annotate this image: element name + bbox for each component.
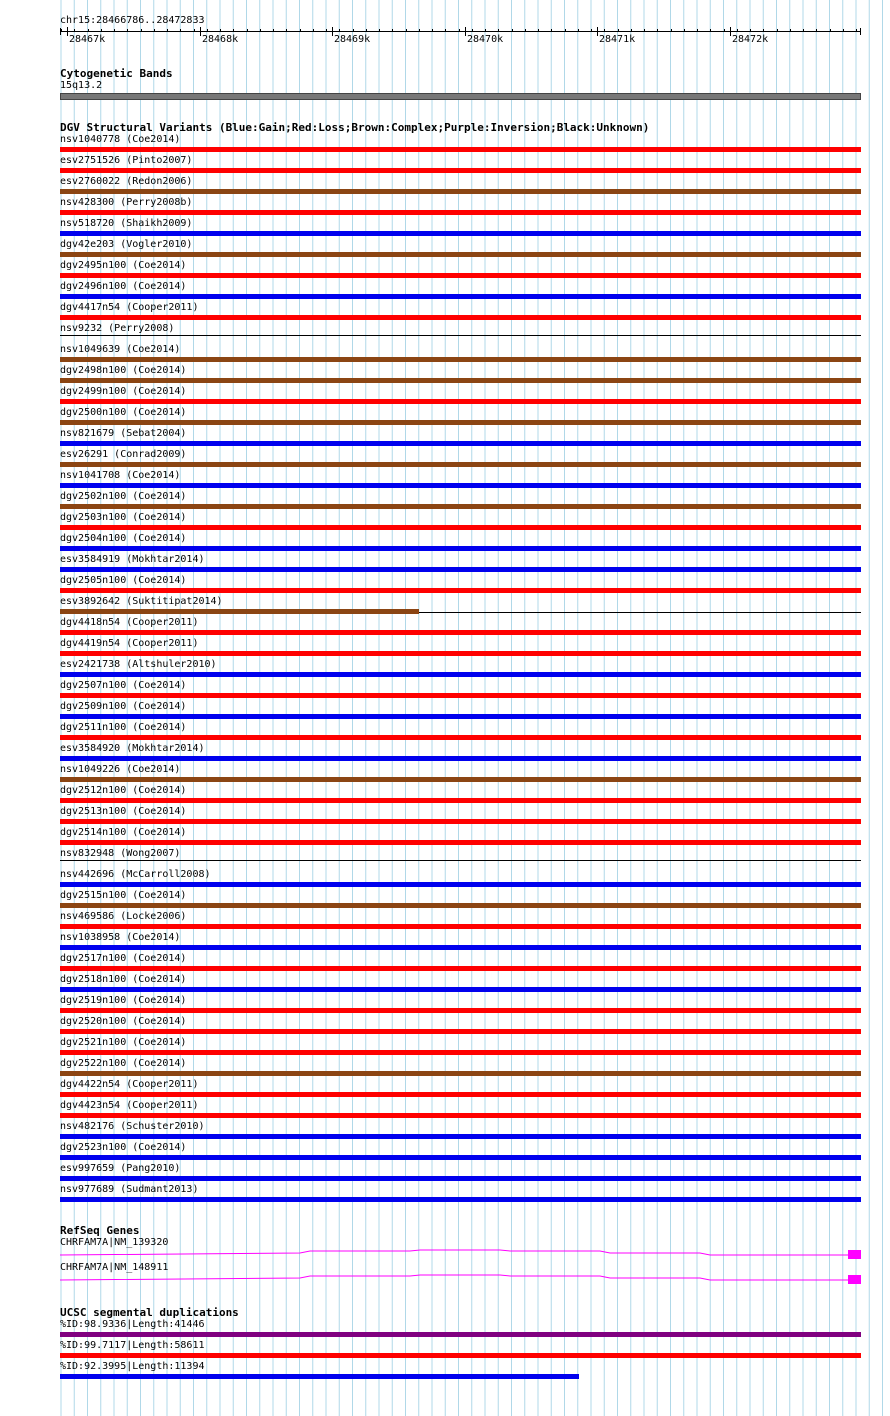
ruler-minor-tick bbox=[180, 29, 181, 32]
ruler-minor-tick bbox=[286, 29, 287, 32]
dgv-variant-bar[interactable] bbox=[60, 693, 861, 698]
ruler-tick-label: 28472k bbox=[732, 34, 769, 45]
ruler-tick-label: 28470k bbox=[467, 34, 504, 45]
ruler-minor-tick bbox=[644, 29, 645, 32]
ruler-major-tick bbox=[332, 27, 333, 36]
ruler-minor-tick bbox=[114, 29, 115, 32]
ruler-minor-tick bbox=[724, 29, 725, 32]
track-baseline bbox=[60, 335, 861, 336]
dgv-variant-bar[interactable] bbox=[60, 798, 861, 803]
ruler-minor-tick bbox=[88, 29, 89, 32]
dgv-variant-label: dgv4422n54 (Cooper2011) bbox=[60, 1079, 199, 1090]
ruler-minor-tick bbox=[830, 29, 831, 32]
ruler-minor-tick bbox=[220, 29, 221, 32]
dgv-variant-label: dgv4419n54 (Cooper2011) bbox=[60, 638, 199, 649]
ruler-minor-tick bbox=[591, 29, 592, 32]
dgv-variant-label: dgv2520n100 (Coe2014) bbox=[60, 1016, 187, 1027]
dgv-variant-bar[interactable] bbox=[60, 399, 861, 404]
dgv-variant-bar[interactable] bbox=[60, 189, 861, 194]
dgv-variant-label: nsv1049639 (Coe2014) bbox=[60, 344, 181, 355]
dgv-variant-bar[interactable] bbox=[60, 672, 861, 677]
ruler-major-tick bbox=[597, 27, 598, 36]
segdup-label: %ID:99.7117|Length:58611 bbox=[60, 1340, 205, 1351]
ruler-minor-tick bbox=[856, 29, 857, 32]
dgv-variant-bar[interactable] bbox=[60, 630, 861, 635]
dgv-variant-label: dgv2498n100 (Coe2014) bbox=[60, 365, 187, 376]
dgv-variant-label: nsv1038958 (Coe2014) bbox=[60, 932, 181, 943]
dgv-variant-bar[interactable] bbox=[60, 483, 861, 488]
refseq-gene-model[interactable] bbox=[0, 1247, 890, 1261]
dgv-variant-label: nsv1040778 (Coe2014) bbox=[60, 134, 181, 145]
dgv-variant-bar[interactable] bbox=[60, 315, 861, 320]
dgv-variant-bar[interactable] bbox=[60, 525, 861, 530]
ruler-minor-tick bbox=[803, 29, 804, 32]
dgv-variant-bar[interactable] bbox=[60, 567, 861, 572]
dgv-variant-label: dgv2513n100 (Coe2014) bbox=[60, 806, 187, 817]
dgv-variant-bar[interactable] bbox=[60, 840, 861, 845]
ruler-minor-tick bbox=[459, 29, 460, 32]
dgv-variant-label: esv2751526 (Pinto2007) bbox=[60, 155, 193, 166]
dgv-variant-bar[interactable] bbox=[60, 441, 861, 446]
ruler-minor-tick bbox=[406, 29, 407, 32]
dgv-variant-label: dgv42e203 (Vogler2010) bbox=[60, 239, 193, 250]
ruler-minor-tick bbox=[750, 29, 751, 32]
dgv-variant-label: nsv428300 (Perry2008b) bbox=[60, 197, 193, 208]
dgv-variant-bar[interactable] bbox=[60, 1029, 861, 1034]
ruler-minor-tick bbox=[512, 29, 513, 32]
cytoband-track-title: Cytogenetic Bands bbox=[60, 67, 173, 80]
dgv-variant-label: dgv2504n100 (Coe2014) bbox=[60, 533, 187, 544]
dgv-variant-label: esv2421738 (Altshuler2010) bbox=[60, 659, 217, 670]
dgv-variant-label: dgv2521n100 (Coe2014) bbox=[60, 1037, 187, 1048]
ruler-tick-label: 28469k bbox=[334, 34, 371, 45]
ruler-minor-tick bbox=[392, 29, 393, 32]
dgv-variant-bar[interactable] bbox=[60, 987, 861, 992]
ruler-minor-tick bbox=[300, 29, 301, 32]
dgv-variant-label: nsv469586 (Locke2006) bbox=[60, 911, 187, 922]
dgv-variant-label: dgv2499n100 (Coe2014) bbox=[60, 386, 187, 397]
intron-line bbox=[60, 1250, 848, 1255]
ruler-minor-tick bbox=[61, 29, 62, 32]
ruler-minor-tick bbox=[498, 29, 499, 32]
ruler-minor-tick bbox=[684, 29, 685, 32]
dgv-variant-bar[interactable] bbox=[60, 252, 861, 257]
ruler-minor-tick bbox=[697, 29, 698, 32]
dgv-variant-bar[interactable] bbox=[60, 966, 861, 971]
ruler-minor-tick bbox=[604, 29, 605, 32]
ruler-minor-tick bbox=[790, 29, 791, 32]
ruler-minor-tick bbox=[247, 29, 248, 32]
dgv-variant-bar[interactable] bbox=[60, 1092, 861, 1097]
dgv-variant-label: dgv2502n100 (Coe2014) bbox=[60, 491, 187, 502]
dgv-variant-label: dgv2518n100 (Coe2014) bbox=[60, 974, 187, 985]
dgv-variant-label: dgv4417n54 (Cooper2011) bbox=[60, 302, 199, 313]
ruler-minor-tick bbox=[485, 29, 486, 32]
ruler-major-tick bbox=[200, 27, 201, 36]
dgv-variant-bar[interactable] bbox=[60, 147, 861, 152]
segdup-bar[interactable] bbox=[60, 1374, 579, 1379]
dgv-variant-bar[interactable] bbox=[60, 1008, 861, 1013]
dgv-variant-label: dgv4423n54 (Cooper2011) bbox=[60, 1100, 199, 1111]
dgv-variant-label: dgv2523n100 (Coe2014) bbox=[60, 1142, 187, 1153]
dgv-variant-label: nsv832948 (Wong2007) bbox=[60, 848, 181, 859]
ruler-minor-tick bbox=[816, 29, 817, 32]
dgv-variant-label: dgv2500n100 (Coe2014) bbox=[60, 407, 187, 418]
ruler-minor-tick bbox=[233, 29, 234, 32]
cytoband-bar[interactable] bbox=[60, 93, 861, 100]
dgv-variant-bar[interactable] bbox=[60, 504, 861, 509]
track-baseline bbox=[60, 860, 861, 861]
dgv-variant-bar[interactable] bbox=[60, 1176, 861, 1181]
dgv-variant-bar[interactable] bbox=[60, 1155, 861, 1160]
dgv-variant-bar[interactable] bbox=[60, 714, 861, 719]
ruler-end-cap bbox=[860, 28, 861, 35]
dgv-variant-label: dgv4418n54 (Cooper2011) bbox=[60, 617, 199, 628]
dgv-variant-label: esv3584919 (Mokhtar2014) bbox=[60, 554, 205, 565]
ruler-minor-tick bbox=[445, 29, 446, 32]
dgv-variant-label: nsv1041708 (Coe2014) bbox=[60, 470, 181, 481]
dgv-variant-label: esv3584920 (Mokhtar2014) bbox=[60, 743, 205, 754]
ruler-minor-tick bbox=[326, 29, 327, 32]
ruler-minor-tick bbox=[618, 29, 619, 32]
segdup-bar[interactable] bbox=[60, 1332, 861, 1337]
dgv-variant-label: dgv2495n100 (Coe2014) bbox=[60, 260, 187, 271]
ruler-minor-tick bbox=[419, 29, 420, 32]
dgv-variant-label: dgv2505n100 (Coe2014) bbox=[60, 575, 187, 586]
dgv-variant-bar[interactable] bbox=[60, 651, 861, 656]
ruler-minor-tick bbox=[273, 29, 274, 32]
segdup-label: %ID:92.3995|Length:11394 bbox=[60, 1361, 205, 1372]
dgv-variant-label: dgv2519n100 (Coe2014) bbox=[60, 995, 187, 1006]
ruler-minor-tick bbox=[194, 29, 195, 32]
refseq-gene-label: CHRFAM7A|NM_148911 bbox=[60, 1262, 169, 1273]
ruler-minor-tick bbox=[353, 29, 354, 32]
dgv-variant-label: dgv2522n100 (Coe2014) bbox=[60, 1058, 187, 1069]
dgv-variant-bar[interactable] bbox=[60, 420, 861, 425]
dgv-variant-bar[interactable] bbox=[60, 945, 861, 950]
ruler-minor-tick bbox=[127, 29, 128, 32]
ruler-minor-tick bbox=[260, 29, 261, 32]
dgv-variant-label: esv2760022 (Redon2006) bbox=[60, 176, 193, 187]
dgv-variant-label: nsv518720 (Shaikh2009) bbox=[60, 218, 193, 229]
refseq-track-title: RefSeq Genes bbox=[60, 1224, 140, 1237]
dgv-variant-bar[interactable] bbox=[60, 1071, 861, 1076]
dgv-variant-bar[interactable] bbox=[60, 1113, 861, 1118]
ruler-minor-tick bbox=[578, 29, 579, 32]
ruler-minor-tick bbox=[154, 29, 155, 32]
ruler-major-tick bbox=[730, 27, 731, 36]
dgv-variant-label: dgv2515n100 (Coe2014) bbox=[60, 890, 187, 901]
ruler-minor-tick bbox=[538, 29, 539, 32]
dgv-variant-bar[interactable] bbox=[60, 777, 861, 782]
dgv-variant-label: nsv442696 (McCarroll2008) bbox=[60, 869, 211, 880]
region-label: chr15:28466786..28472833 bbox=[60, 15, 205, 26]
segdup-bar[interactable] bbox=[60, 1353, 861, 1358]
dgv-track-title: DGV Structural Variants (Blue:Gain;Red:Loss;Brown:Complex;Purple:Inversion;Black:Unknown) bbox=[60, 121, 650, 134]
ruler-minor-tick bbox=[167, 29, 168, 32]
dgv-variant-label: dgv2503n100 (Coe2014) bbox=[60, 512, 187, 523]
dgv-variant-bar[interactable] bbox=[60, 546, 861, 551]
dgv-variant-label: nsv1049226 (Coe2014) bbox=[60, 764, 181, 775]
ruler-minor-tick bbox=[313, 29, 314, 32]
ruler-minor-tick bbox=[843, 29, 844, 32]
ruler-minor-tick bbox=[472, 29, 473, 32]
dgv-variant-label: esv997659 (Pang2010) bbox=[60, 1163, 181, 1174]
dgv-variant-label: nsv482176 (Schuster2010) bbox=[60, 1121, 205, 1132]
dgv-variant-label: dgv2496n100 (Coe2014) bbox=[60, 281, 187, 292]
dgv-variant-bar[interactable] bbox=[60, 609, 419, 614]
dgv-variant-label: nsv821679 (Sebat2004) bbox=[60, 428, 187, 439]
ruler-minor-tick bbox=[432, 29, 433, 32]
dgv-variant-bar[interactable] bbox=[60, 378, 861, 383]
cytoband-label: 15q13.2 bbox=[60, 80, 103, 91]
exon-block bbox=[848, 1250, 861, 1259]
ruler-minor-tick bbox=[763, 29, 764, 32]
ruler-minor-tick bbox=[101, 29, 102, 32]
ruler-minor-tick bbox=[565, 29, 566, 32]
dgv-variant-bar[interactable] bbox=[60, 294, 861, 299]
dgv-variant-bar[interactable] bbox=[60, 756, 861, 761]
dgv-variant-label: dgv2514n100 (Coe2014) bbox=[60, 827, 187, 838]
dgv-variant-bar[interactable] bbox=[60, 882, 861, 887]
dgv-variant-bar[interactable] bbox=[60, 903, 861, 908]
dgv-variant-bar[interactable] bbox=[60, 231, 861, 236]
dgv-variant-bar[interactable] bbox=[60, 1050, 861, 1055]
dgv-variant-bar[interactable] bbox=[60, 273, 861, 278]
ruler-minor-tick bbox=[366, 29, 367, 32]
dgv-variant-bar[interactable] bbox=[60, 210, 861, 215]
dgv-variant-label: dgv2512n100 (Coe2014) bbox=[60, 785, 187, 796]
ruler-major-tick bbox=[465, 27, 466, 36]
ruler-minor-tick bbox=[710, 29, 711, 32]
ruler-minor-tick bbox=[141, 29, 142, 32]
exon-block bbox=[848, 1275, 861, 1284]
ruler-minor-tick bbox=[631, 29, 632, 32]
dgv-variant-bar[interactable] bbox=[60, 735, 861, 740]
ruler-minor-tick bbox=[207, 29, 208, 32]
ruler-minor-tick bbox=[671, 29, 672, 32]
ruler-tick-label: 28467k bbox=[69, 34, 106, 45]
ruler-minor-tick bbox=[737, 29, 738, 32]
intron-line bbox=[60, 1275, 848, 1280]
dgv-variant-bar[interactable] bbox=[60, 1134, 861, 1139]
dgv-variant-bar[interactable] bbox=[60, 819, 861, 824]
refseq-gene-model[interactable] bbox=[0, 1272, 890, 1286]
ruler-minor-tick bbox=[777, 29, 778, 32]
ruler-tick-label: 28468k bbox=[202, 34, 239, 45]
dgv-variant-bar[interactable] bbox=[60, 357, 861, 362]
dgv-variant-label: nsv977689 (Sudmant2013) bbox=[60, 1184, 199, 1195]
ruler-major-tick bbox=[67, 27, 68, 36]
dgv-variant-label: esv3892642 (Suktitipat2014) bbox=[60, 596, 223, 607]
dgv-variant-label: esv26291 (Conrad2009) bbox=[60, 449, 187, 460]
ruler-minor-tick bbox=[551, 29, 552, 32]
refseq-gene-label: CHRFAM7A|NM_139320 bbox=[60, 1237, 169, 1248]
dgv-variant-label: dgv2509n100 (Coe2014) bbox=[60, 701, 187, 712]
dgv-variant-label: dgv2507n100 (Coe2014) bbox=[60, 680, 187, 691]
ruler-minor-tick bbox=[339, 29, 340, 32]
ruler-minor-tick bbox=[74, 29, 75, 32]
dgv-variant-bar[interactable] bbox=[60, 588, 861, 593]
dgv-variant-label: dgv2517n100 (Coe2014) bbox=[60, 953, 187, 964]
dgv-variant-bar[interactable] bbox=[60, 462, 861, 467]
dgv-variant-label: nsv9232 (Perry2008) bbox=[60, 323, 175, 334]
ruler-minor-tick bbox=[525, 29, 526, 32]
ruler-minor-tick bbox=[379, 29, 380, 32]
ruler-tick-label: 28471k bbox=[599, 34, 636, 45]
segdup-label: %ID:98.9336|Length:41446 bbox=[60, 1319, 205, 1330]
segdup-track-title: UCSC segmental duplications bbox=[60, 1306, 239, 1319]
dgv-variant-label: dgv2511n100 (Coe2014) bbox=[60, 722, 187, 733]
dgv-variant-bar[interactable] bbox=[60, 168, 861, 173]
ruler-minor-tick bbox=[657, 29, 658, 32]
dgv-variant-bar[interactable] bbox=[60, 924, 861, 929]
dgv-variant-bar[interactable] bbox=[60, 1197, 861, 1202]
